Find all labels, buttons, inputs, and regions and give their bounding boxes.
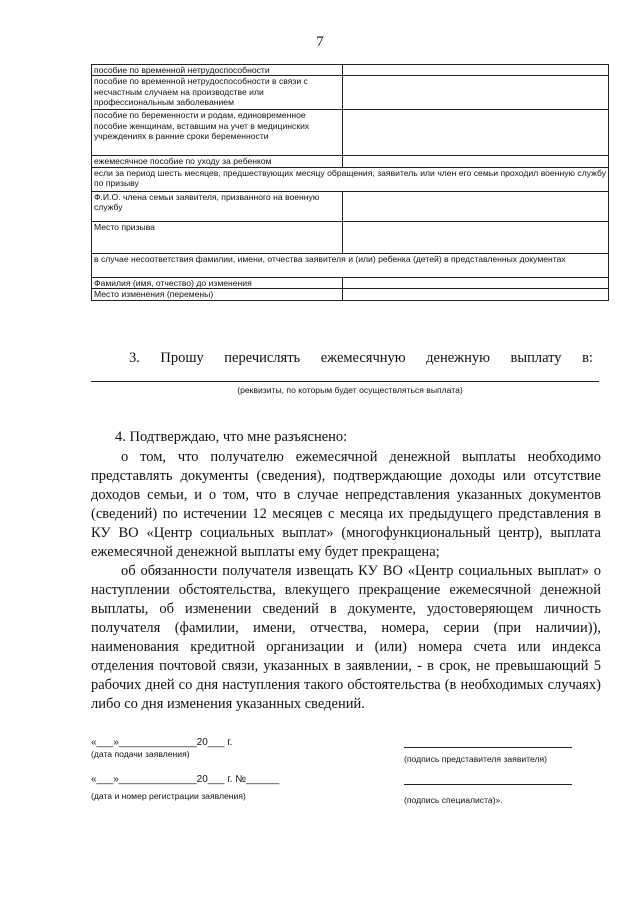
section-4-heading: 4. Подтверждаю, что мне разъяснено:	[115, 429, 348, 445]
section-3-word: денежную	[426, 350, 490, 366]
submission-date-caption: (дата подачи заявления)	[91, 749, 190, 759]
table-cell-label: Место призыва	[92, 221, 343, 253]
table-cell-value[interactable]	[343, 65, 609, 76]
section-4	[91, 428, 601, 714]
section-3-word: в:	[582, 350, 593, 366]
section-3-request	[91, 350, 609, 367]
table-row	[92, 221, 609, 253]
info-table	[91, 64, 609, 301]
table-cell-value[interactable]	[343, 289, 609, 300]
table-cell-span: в случае несоответствия фамилии, имени, отчества заявителя и (или) ребенка (детей) в представленных документах	[92, 253, 609, 277]
payment-details-line[interactable]	[91, 367, 599, 382]
table-cell-value[interactable]	[343, 76, 609, 110]
section-3-word: перечислять	[224, 350, 301, 366]
table-cell-value[interactable]	[343, 191, 609, 221]
table-cell-label: Ф.И.О. члена семьи заявителя, призванного на военную службу	[92, 191, 343, 221]
table-cell-value[interactable]	[343, 156, 609, 167]
table-row	[92, 253, 609, 277]
table-cell-label: пособие по временной нетрудоспособности	[92, 65, 343, 76]
applicant-signature-line[interactable]	[404, 737, 572, 748]
table-cell-label: Фамилия (имя, отчество) до изменения	[92, 277, 343, 288]
table-row	[92, 277, 609, 288]
table-cell-label: пособие по беременности и родам, единовременное пособие женщинам, вставшим на учет в медицинских учреждениях в ранние сроки беременности	[92, 110, 343, 156]
table-cell-label: пособие по временной нетрудоспособности в связи с несчастным случаем на производстве или профессиональным заболеванием	[92, 76, 343, 110]
specialist-signature-block	[404, 774, 572, 805]
registration-date-field[interactable]: «___»______________20___ г. №______	[91, 774, 280, 785]
specialist-signature-line[interactable]	[404, 774, 572, 785]
table-cell-value[interactable]	[343, 277, 609, 288]
table-cell-value[interactable]	[343, 110, 609, 156]
submission-date-block	[91, 737, 232, 759]
registration-caption: (дата и номер регистрации заявления)	[91, 791, 246, 801]
table-row	[92, 65, 609, 76]
section-3	[91, 350, 609, 395]
section-4-paragraph: об обязанности получателя извещать КУ ВО «Центр социальных выплат» о наступлении обстоятельства, влекущего прекращение ежемесячной денежной выплаты, об изменении сведений в документе, удостоверяющем личность получателя (фамилии, имени, отчества, номера, серии (при наличии)), наименования кредитной организации и (или) номера счета или индекса отделения почтовой связи, указанных в заявлении, - в срок, не превышающий 5 рабочих дней со дня наступления такого обстоятельства (в необходимых случаях) либо со дня изменения указанных сведений.	[91, 563, 601, 712]
applicant-signature-block	[404, 737, 572, 764]
applicant-signature-caption: (подпись представителя заявителя)	[404, 754, 548, 764]
section-4-paragraph: о том, что получателю ежемесячной денежной выплаты необходимо представлять документы (сведения), подтверждающие доходы или отсутствие доходов семьи, и о том, что в случае непредставления указанных документов (сведений) по истечении 12 месяцев с месяца их предыдущего представления в КУ ВО «Центр социальных выплат» (многофункциональный центр), выплата ежемесячной денежной выплаты ему будет прекращена;	[91, 449, 601, 560]
table-row	[92, 76, 609, 110]
table-row	[92, 110, 609, 156]
section-3-word: ежемесячную	[320, 350, 406, 366]
specialist-signature-caption: (подпись специалиста)».	[404, 795, 503, 805]
table-row	[92, 191, 609, 221]
table-cell-value[interactable]	[343, 221, 609, 253]
table-row	[92, 167, 609, 191]
section-3-word: Прошу	[160, 350, 204, 366]
registration-block	[91, 774, 279, 801]
table-cell-label: ежемесячное пособие по уходу за ребенком	[92, 156, 343, 167]
submission-date-field[interactable]: «___»______________20___ г.	[91, 737, 233, 748]
section-3-word: выплату	[510, 350, 562, 366]
section-3-word: 3.	[129, 350, 140, 366]
table-cell-span: если за период шесть месяцев, предшествующих месяцу обращения, заявитель или член его семьи проходил военную службу по призыву	[92, 167, 609, 191]
payment-details-caption: (реквизиты, по которым будет осуществляться выплата)	[237, 385, 463, 395]
page-number: 7	[316, 34, 324, 50]
table-row	[92, 289, 609, 300]
table-row	[92, 156, 609, 167]
table-cell-label: Место изменения (перемены)	[92, 289, 343, 300]
